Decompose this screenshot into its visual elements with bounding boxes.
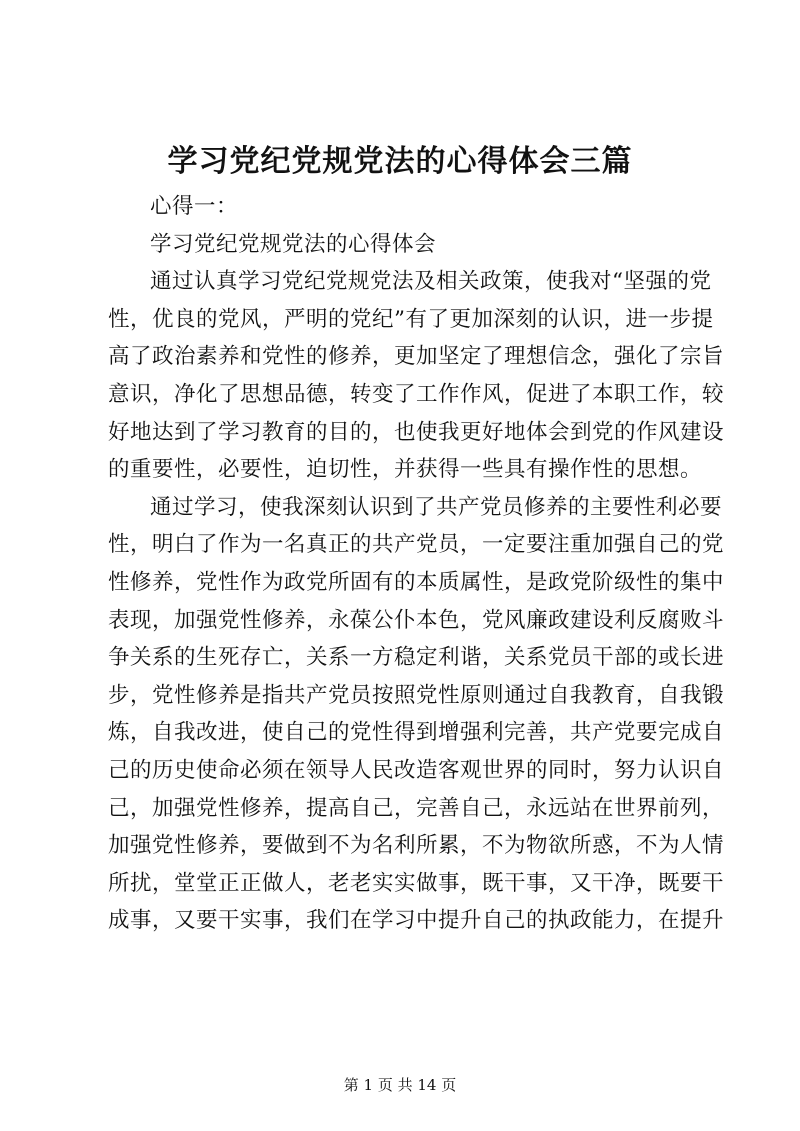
page-footer: 第 1 页 共 14 页 — [343, 1076, 457, 1094]
paragraph-line: 通过学习，使我深刻认识到了共产党员修养的主要性利必要 — [150, 494, 723, 520]
paragraph-line: 通过认真学习党纪党规党法及相关政策，使我对“坚强的党 — [150, 269, 712, 295]
paragraph-line: 成事，又要干实事，我们在学习中提升自己的执政能力，在提升 — [108, 908, 725, 934]
section-heading: 心得一： — [150, 194, 239, 219]
paragraph-line: 表现，加强党性修养，永葆公仆本色，党风廉政建设利反腐败斗 — [108, 607, 725, 633]
paragraph-line: 炼，自我改进，使自己的党性得到增强利完善，共产党要完成自 — [108, 720, 725, 746]
paragraph-line: 性，明白了作为一名真正的共产党员，一定要注重加强自己的党 — [108, 532, 725, 558]
paragraph-line: 性修养，党性作为政党所固有的本质属性，是政党阶级性的集中 — [108, 569, 725, 595]
document-title: 学习党纪党规党法的心得体会三篇 — [167, 144, 633, 179]
paragraph-line: 所扰，堂堂正正做人，老老实实做事，既干事，又干净，既要干 — [108, 870, 725, 896]
paragraph-line: 己，加强党性修养，提高自己，完善自己，永远站在世界前列， — [108, 795, 725, 821]
section-subtitle: 学习党纪党规党法的心得体会 — [150, 231, 437, 257]
paragraph-line: 的重要性，必要性，迫切性，并获得一些具有操作性的思想。 — [108, 457, 703, 483]
paragraph-line: 高了政治素养和党性的修养，更加坚定了理想信念，强化了宗旨 — [108, 344, 725, 370]
paragraph-line: 争关系的生死存亡，关系一方稳定利谐，关系党员干部的或长进 — [108, 645, 725, 671]
paragraph-line: 加强党性修养，要做到不为名利所累，不为物欲所惑，不为人情 — [108, 833, 725, 859]
paragraph-line: 己的历史使命必须在领导人民改造客观世界的同时，努力认识自 — [108, 757, 725, 783]
paragraph-line: 意识，净化了思想品德，转变了工作作风，促进了本职工作，较 — [108, 381, 725, 407]
paragraph-line: 性，优良的党风，严明的党纪”有了更加深刻的认识，进一步提 — [108, 306, 714, 332]
document-body — [108, 188, 725, 940]
paragraph-line: 好地达到了学习教育的目的，也使我更好地体会到党的作风建设 — [108, 419, 725, 445]
paragraph-line: 步，党性修养是指共产党员按照党性原则通过自我教育，自我锻 — [108, 682, 725, 708]
